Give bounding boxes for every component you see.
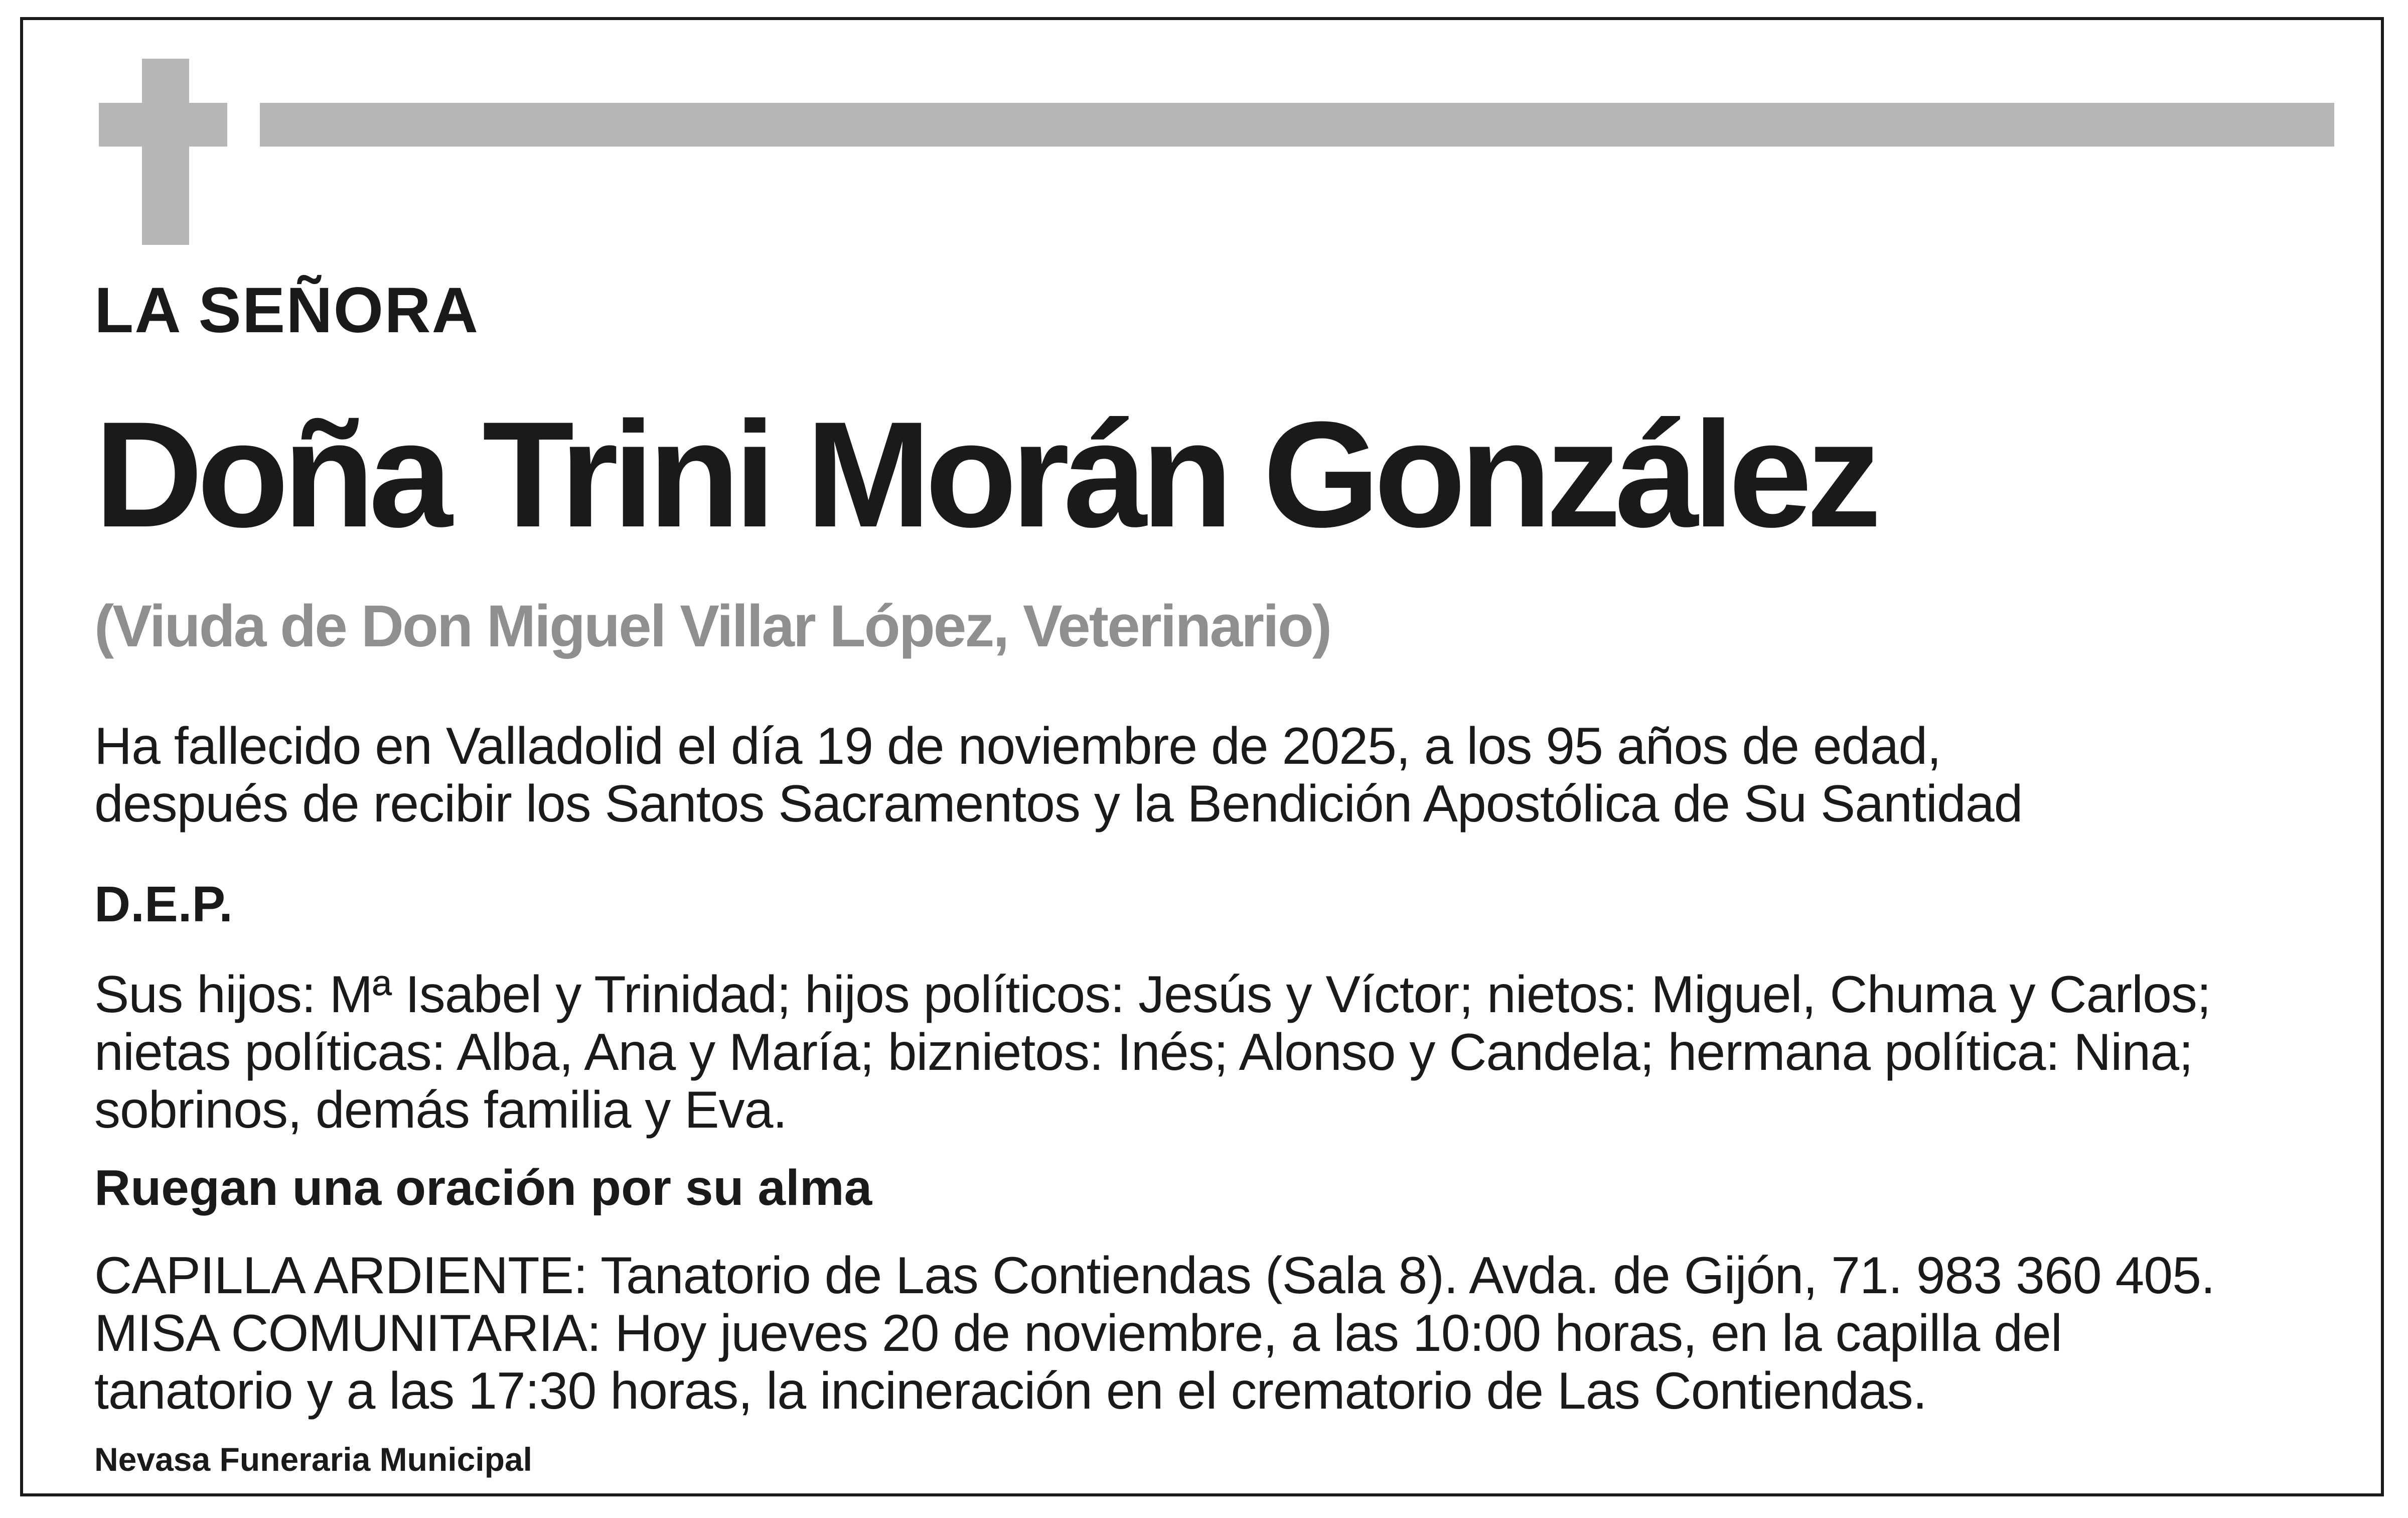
deceased-name: Doña Trini Morán González [94, 390, 1876, 559]
family-line: Sus hijos: Mª Isabel y Trinidad; hijos políticos: Jesús y Víctor; nietos: Miguel, Chuma y Carlos; [94, 965, 2211, 1024]
cross-vertical-bar [142, 59, 189, 245]
dep-abbreviation: D.E.P. [94, 876, 233, 932]
family-line: sobrinos, demás familia y Eva. [94, 1081, 787, 1139]
family-list [94, 966, 2211, 1139]
title-label: LA SEÑORA [94, 274, 480, 346]
death-line: después de recibir los Santos Sacramentos y la Bendición Apostólica de Su Santidad [94, 775, 2023, 833]
prayer-request: Ruegan una oración por su alma [94, 1160, 872, 1216]
header-rule [260, 103, 2334, 147]
service-line: tanatorio y a las 17:30 horas, la incineración en el crematorio de Las Contiendas. [94, 1362, 1927, 1420]
cross-horizontal-bar [99, 103, 227, 147]
service-line: CAPILLA ARDIENTE: Tanatorio de Las Contiendas (Sala 8). Avda. de Gijón, 71. 983 360 405. [94, 1247, 2215, 1305]
service-details [94, 1247, 2215, 1420]
funeral-home: Nevasa Funeraria Municipal [94, 1441, 532, 1478]
death-line: Ha fallecido en Valladolid el día 19 de noviembre de 2025, a los 95 años de edad, [94, 717, 1941, 775]
widow-note: (Viuda de Don Miguel Villar López, Veterinario) [94, 593, 1331, 659]
service-line: MISA COMUNITARIA: Hoy jueves 20 de noviembre, a las 10:00 horas, en la capilla del [94, 1304, 2062, 1362]
death-announcement [94, 718, 2023, 833]
family-line: nietas políticas: Alba, Ana y María; biznietos: Inés; Alonso y Candela; hermana política: Nina; [94, 1023, 2193, 1081]
